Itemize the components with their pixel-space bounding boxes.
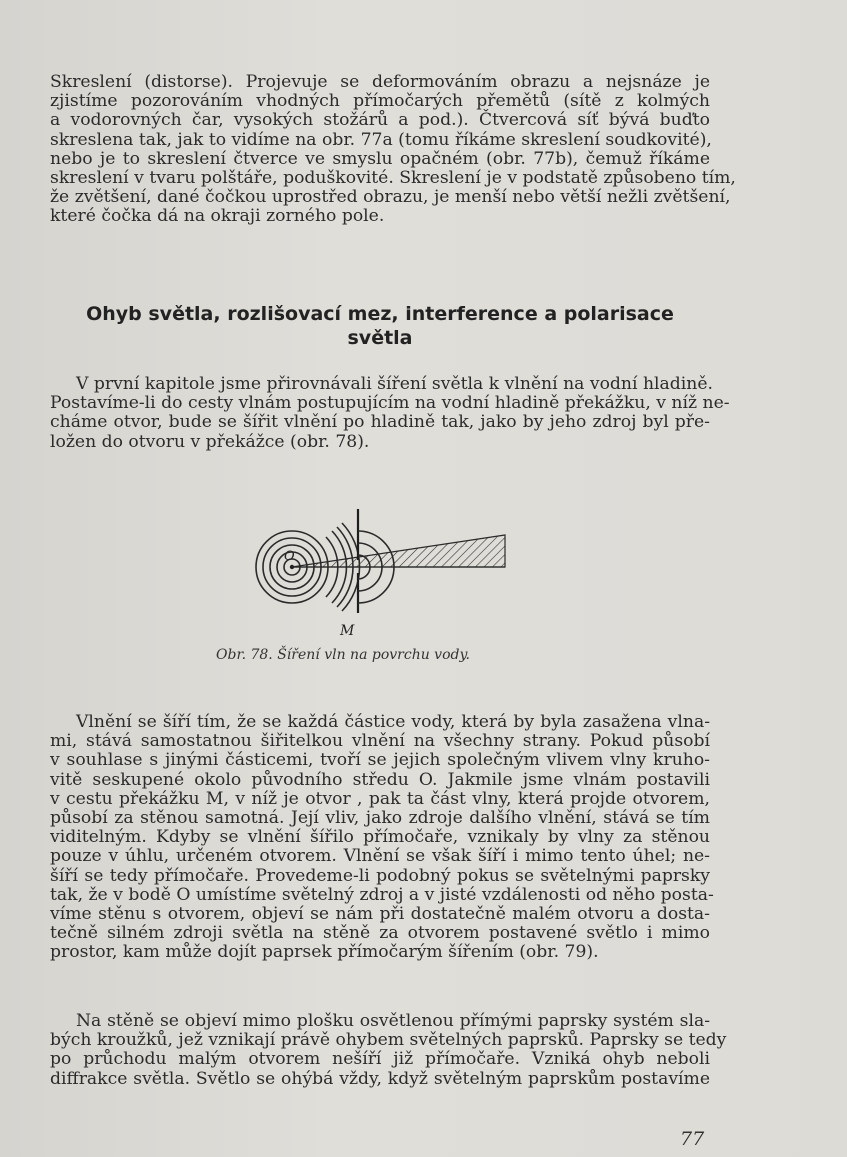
text-line: bých kroužků, jež vznikají právě ohybem světelných paprsků. Paprsky se tedy [50,1030,727,1051]
text-line: zjistíme pozorováním vhodných přímočarých přemětů (sítě z kolmých [50,91,710,112]
text-line: v cestu překážku M, v níž je otvor , pak ta část vlny, která projde otvorem, [50,788,710,809]
text-line: mi, stává samostatnou šiřitelkou vlnění na všechny strany. Pokud působí [50,731,710,752]
text-line: víme stěnu s otvorem, objeví se nám při dostatečně malém otvoru a dosta- [50,904,710,925]
label-source: O [284,549,295,564]
label-wall: M [340,623,355,639]
text-line: působí za stěnou samotná. Její vliv, jako zdroje dalšího vlnění, stává se tím [50,808,710,829]
section-heading [50,302,710,350]
text-line: Skreslení (distorse). Projevuje se deformováním obrazu a nejsnáze je [50,72,710,92]
page-number: 77 [680,1128,705,1150]
text-line: diffrakce světla. Světlo se ohýbá vždy, když světelným paprskům postavíme [50,1068,710,1089]
paragraph-distortion [50,72,736,227]
text-line: Na stěně se objeví mimo plošku osvětlenou přímými paprsky systém sla- [76,1011,710,1031]
text-line: V první kapitole jsme přirovnávali šíření světla k vlnění na vodní hladině. [76,374,713,394]
paragraph-diffraction [50,1011,727,1089]
text-line: po průchodu malým otvorem nešíří již přímočaře. Vzniká ohyb neboli [50,1049,710,1070]
heading-line: světla [347,327,413,349]
figure-78 [240,505,520,645]
text-line: v souhlase s jinými částicemi, tvoří se jejich společným vlivem vlny kruho- [50,750,710,771]
text-line: pouze v úhlu, určeném otvorem. Vlnění se však šíří i mimo tento úhel; ne- [50,846,710,867]
text-line: Postavíme-li do cesty vlnám postupujícím na vodní hladině překážku, v níž ne- [50,393,730,414]
text-line: že zvětšení, dané čočkou uprostřed obrazu, je menší nebo větší nežli zvětšení, [50,187,731,208]
source-point [290,565,294,569]
text-line: vitě seskupené okolo původního středu O. Jakmile jsme vlnám postavili [50,769,710,790]
text-line: a vodorovných čar, vysokých stožárů a pod.). Čtvercová síť bývá buďto [50,110,710,131]
text-line: viditelným. Kdyby se vlnění šířilo přímočaře, vznikaly by vlny za stěnou [50,827,710,848]
text-line: cháme otvor, bude se šířit vlnění po hladině tak, jako by jeho zdroj byl pře- [50,412,710,433]
text-line: nebo je to skreslení čtverce ve smyslu opačném (obr. 77b), čemuž říkáme [50,148,710,169]
text-line: skreslení v tvaru polštáře, poduškovité. Skreslení je v podstatě způsobeno tím, [50,168,736,189]
text-line: Vlnění se šíří tím, že se každá částice vody, která by byla zasažena vlna- [76,712,710,732]
heading-line: Ohyb světla, rozlišovací mez, interference a polarisace [86,303,674,325]
text-line: tak, že v bodě O umístíme světelný zdroj a v jisté vzdálenosti od něho posta- [50,884,714,905]
paragraph-huygens [50,712,714,963]
text-line: které čočka dá na okraji zorného pole. [50,206,385,227]
wave-diagram [240,505,520,645]
text-line: šíří se tedy přímočaře. Provedeme-li podobný pokus se světelnými paprsky [50,865,710,886]
paragraph-intro [50,374,730,452]
text-line: prostor, kam může dojít paprsek přímočarým šířením (obr. 79). [50,942,599,963]
text-line: tečně silném zdroji světla na stěně za otvorem postavené světlo i mimo [50,923,710,944]
figure-caption: Obr. 78. Šíření vln na povrchu vody. [216,647,470,663]
text-line: skreslena tak, jak to vidíme na obr. 77a (tomu říkáme skreslení soudkovité), [50,129,712,150]
text-line: ložen do otvoru v překážce (obr. 78). [50,431,370,452]
